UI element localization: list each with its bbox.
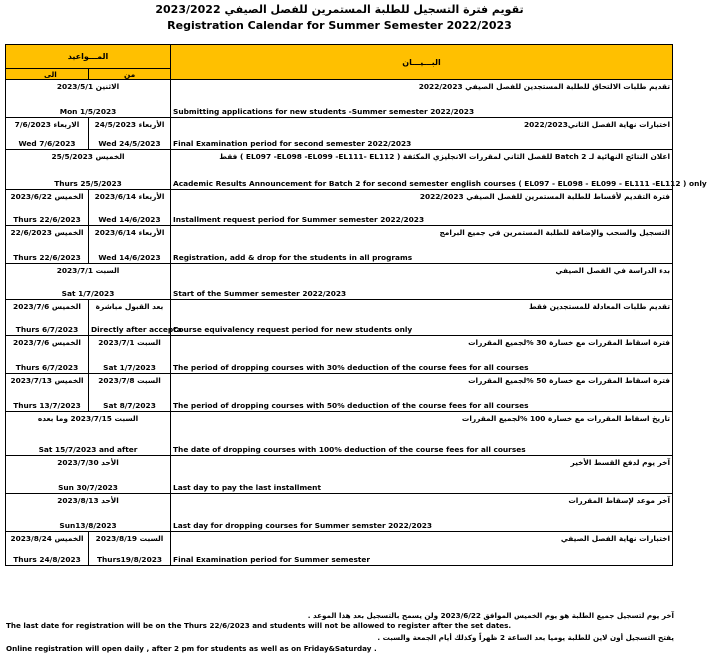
- statement-english: Last day to pay the last installment: [173, 482, 321, 492]
- statement-cell: [171, 150, 707, 190]
- statement-english: Start of the Summer semester 2022/2023: [173, 288, 347, 298]
- to-date-arabic: الخميس 2023/7/6: [13, 301, 81, 311]
- statement-arabic: فترة اسقاط المقررات مع خسارة 50 %لجميع المقررات: [468, 375, 671, 385]
- statement-cell: [171, 494, 673, 532]
- from-date-arabic: الأربعاء 2023/6/14: [94, 191, 165, 201]
- statement-cell: [171, 264, 673, 300]
- from-date: [89, 226, 171, 264]
- statement-arabic: اعلان النتائج النهائية لـ Batch 2 للفصل الثاني لمقررات الانجليزي المكثفة ( EL097 -EL098 -EL099 -EL111- EL112 ) فقط: [219, 151, 671, 161]
- from-date: [89, 300, 182, 336]
- single-date-english: Mon 1/5/2023: [59, 106, 117, 116]
- single-date-english: Sun 30/7/2023: [58, 482, 118, 492]
- statement-cell: [171, 190, 673, 226]
- to-date: [6, 118, 89, 150]
- single-date-arabic: السبت 2023/7/15 وما بعده: [37, 413, 139, 423]
- statement-arabic: بدء الدراسة في الفصل الصيفي: [555, 265, 671, 275]
- statement-english: Last day for dropping courses for Summer semster 2022/2023: [173, 520, 433, 530]
- statement-english: Course equivalency request period for new students only: [173, 324, 413, 334]
- to-date-english: Thurs 6/7/2023: [15, 362, 79, 372]
- statement-arabic: آخر موعد لإسقاط المقررات: [568, 495, 671, 505]
- registration-calendar-table: [5, 44, 707, 566]
- table-row: [6, 412, 673, 456]
- statement-arabic: التسجيل والسحب والإضافة للطلبة المستمرين في جميع البرامج: [439, 227, 671, 237]
- from-date: [89, 374, 171, 412]
- footer-note-arabic-2: يفتح التسجيل أون لاين للطلبة يوميا بعد الساعة 2 ظهراً وكذلك أيام الجمعة والسبت .: [377, 633, 674, 642]
- statement-cell: [171, 118, 673, 150]
- to-date: [6, 300, 89, 336]
- statement-english: Registration, add & drop for the students in all programs: [173, 252, 413, 262]
- to-date-arabic: الاربعاء 7/6/2023: [14, 119, 80, 129]
- single-date-english: Sat 15/7/2023 and after: [38, 444, 138, 454]
- single-date-arabic: الاثنين 2023/5/1: [56, 81, 120, 91]
- table-row: [6, 532, 673, 566]
- single-date: [6, 80, 171, 118]
- table-row: [6, 264, 673, 300]
- table-row: [6, 300, 673, 336]
- table-row: [6, 336, 673, 374]
- single-date-arabic: الخميس 25/5/2023: [51, 151, 125, 161]
- statement-cell: [171, 456, 673, 494]
- statement-english: Submitting applications for new students -Summer semester 2022/2023: [173, 106, 475, 116]
- to-date-english: Thurs 24/8/2023: [13, 554, 81, 564]
- single-date-arabic: الأحد 2023/8/13: [57, 495, 119, 505]
- single-date-english: Sat 1/7/2023: [61, 288, 115, 298]
- to-date-english: Thurs 13/7/2023: [13, 400, 81, 410]
- to-date-english: Thurs 22/6/2023: [13, 252, 81, 262]
- from-date-arabic: السبت 2023/7/8: [98, 375, 161, 385]
- single-date: [6, 412, 171, 456]
- to-date-arabic: الخميس 2023/8/24: [10, 533, 84, 543]
- statement-english: The period of dropping courses with 50% deduction of the course fees for all courses: [173, 400, 529, 410]
- table-row: [6, 118, 673, 150]
- to-date-arabic: الخميس 2023/6/22: [10, 191, 84, 201]
- single-date-arabic: السبت 2023/7/1: [56, 265, 120, 275]
- statement-english: Installment request period for Summer semester 2022/2023: [173, 214, 425, 224]
- statement-cell: [171, 532, 673, 566]
- from-date-english: Thurs19/8/2023: [97, 554, 163, 564]
- to-date-english: Thurs 22/6/2023: [13, 214, 81, 224]
- statement-arabic: فترة اسقاط المقررات مع خسارة 30 %لجميع المقررات: [468, 337, 671, 347]
- from-date-arabic: السبت 2023/8/19: [95, 533, 164, 543]
- to-date-english: Thurs 6/7/2023: [15, 324, 79, 334]
- from-date-english: Wed 14/6/2023: [98, 214, 161, 224]
- from-date-english: Sat 1/7/2023: [103, 362, 156, 372]
- single-date-arabic: الأحد 2023/7/30: [57, 457, 119, 467]
- to-date-arabic: الخميس 2023/7/6: [13, 337, 81, 347]
- statement-header: البـــيـــان: [171, 45, 673, 80]
- statement-arabic: تقديم طلبات الالتحاق للطلبة المستجدين للفصل الصيفي 2022/2023: [418, 81, 671, 91]
- single-date: [6, 264, 171, 300]
- dates-header: المـــواعيد: [6, 45, 171, 69]
- from-date-arabic: الأربعاء 2023/6/14: [94, 227, 165, 237]
- footer-note-arabic-1: آخر يوم لتسجيل جميع الطلبة هو يوم الخميس الموافق 2023/6/22 ولن يسمح بالتسجيل بعد هذا الموعد .: [307, 611, 674, 620]
- statement-arabic: اختبارات نهاية الفصل الثاني2022/2023: [524, 119, 671, 129]
- from-date-english: Directly after accepta: [91, 324, 182, 334]
- from-date-english: Sat 8/7/2023: [103, 400, 156, 410]
- statement-english: Academic Results Announcement for Batch 2 for second semester english courses ( EL097 - EL098 - EL099 - EL111 -EL112 ) only: [173, 178, 707, 188]
- table-row: [6, 150, 673, 190]
- from-date: [89, 532, 171, 566]
- statement-english: Final Examination period for Summer semester: [173, 554, 371, 564]
- statement-arabic: فترة التقديم لأقساط للطلبة المستمرين للفصل الصيفي 2022/2023: [419, 191, 671, 201]
- to-date: [6, 336, 89, 374]
- from-date-english: Wed 24/5/2023: [98, 138, 161, 148]
- statement-cell: [171, 226, 673, 264]
- title-english: Registration Calendar for Summer Semester 2022/2023: [167, 19, 512, 32]
- header-row: [6, 45, 673, 69]
- to-date: [6, 374, 89, 412]
- statement-cell: [171, 336, 673, 374]
- statement-arabic: تاريخ اسقاط المقررات مع خسارة 100 %لجميع المقررات: [461, 413, 671, 423]
- single-date-english: Thurs 25/5/2023: [54, 178, 122, 188]
- statement-cell: [171, 374, 673, 412]
- to-date: [6, 190, 89, 226]
- from-header: من: [89, 69, 171, 80]
- to-date-english: Wed 7/6/2023: [18, 138, 76, 148]
- to-date-arabic: الخميس 22/6/2023: [10, 227, 84, 237]
- from-date-arabic: السبت 2023/7/1: [98, 337, 161, 347]
- single-date: [6, 150, 171, 190]
- single-date: [6, 456, 171, 494]
- statement-arabic: اختبارات نهاية الفصل الصيفي: [560, 533, 671, 543]
- title-arabic: تقويم فترة التسجيل للطلبة المستمرين للفصل الصيفي 2023/2022: [155, 3, 524, 16]
- statement-cell: [171, 300, 673, 336]
- table-row: [6, 374, 673, 412]
- footer-note-english-1: The last date for registration will be on the Thurs 22/6/2023 and students will not be allowed to register after the set dates.: [6, 621, 512, 630]
- table-row: [6, 494, 673, 532]
- statement-english: The period of dropping courses with 30% deduction of the course fees for all courses: [173, 362, 529, 372]
- from-date: [89, 336, 171, 374]
- table-row: [6, 226, 673, 264]
- statement-arabic: آخر يوم لدفع القسط الأخير: [570, 457, 671, 467]
- to-date: [6, 226, 89, 264]
- statement-cell: [171, 412, 673, 456]
- from-date: [89, 118, 171, 150]
- single-date: [6, 494, 171, 532]
- from-date: [89, 190, 171, 226]
- table-row: [6, 190, 673, 226]
- to-header: الى: [6, 69, 89, 80]
- from-date-english: Wed 14/6/2023: [98, 252, 161, 262]
- table-row: [6, 456, 673, 494]
- statement-english: Final Examination period for second semester 2022/2023: [173, 138, 412, 148]
- footer-note-english-2: Online registration will open daily , after 2 pm for students as well as on Friday&Saturday .: [6, 644, 377, 653]
- from-date-arabic: الأربعاء 24/5/2023: [94, 119, 165, 129]
- statement-cell: [171, 80, 673, 118]
- to-date-arabic: الخميس 2023/7/13: [10, 375, 84, 385]
- statement-arabic: تقديم طلبات المعادلة للمستجدين فقط: [528, 301, 671, 311]
- single-date-english: Sun13/8/2023: [59, 520, 117, 530]
- calendar-body: [6, 45, 707, 566]
- to-date: [6, 532, 89, 566]
- statement-english: The date of dropping courses with 100% deduction of the course fees for all courses: [173, 444, 526, 454]
- table-row: [6, 80, 673, 118]
- from-date-arabic: بعد القبول مباشرة: [95, 301, 164, 311]
